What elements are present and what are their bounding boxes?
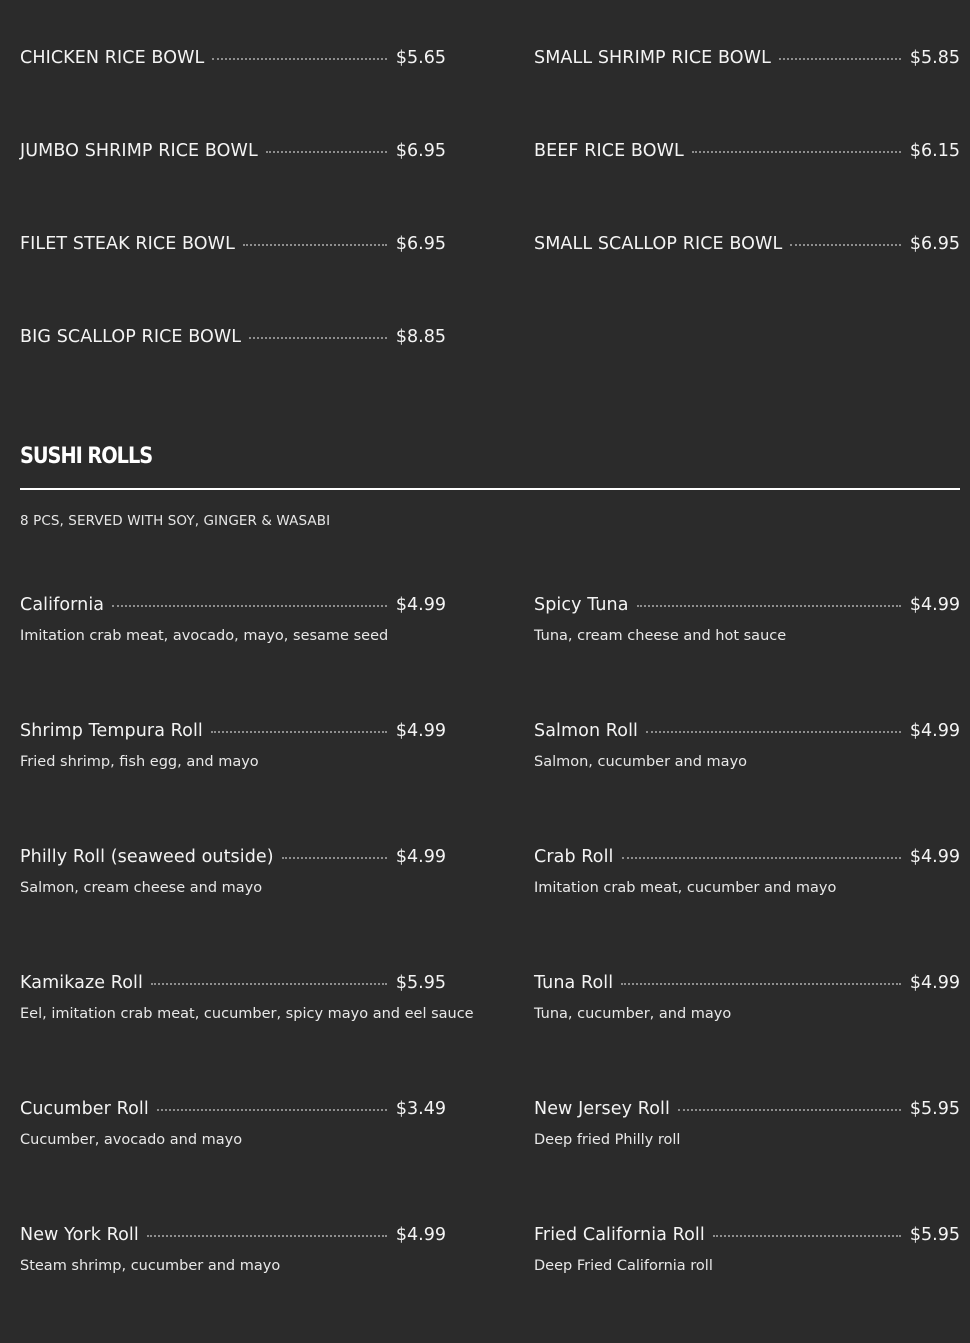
item-description: Steam shrimp, cucumber and mayo [20, 1258, 281, 1274]
menu-item [20, 719, 446, 770]
dotted-leader [646, 731, 901, 733]
dotted-leader [637, 605, 901, 607]
item-name: Tuna Roll [534, 973, 614, 993]
item-price: $5.95 [909, 1225, 960, 1245]
item-name: BEEF RICE BOWL [534, 141, 684, 161]
item-description: Tuna, cucumber, and mayo [534, 1006, 732, 1022]
item-description: Deep fried Philly roll [534, 1132, 681, 1148]
dotted-leader [112, 605, 387, 607]
section-divider [20, 488, 960, 490]
item-price: $6.15 [909, 141, 960, 161]
item-name: Crab Roll [534, 847, 614, 867]
item-name: California [20, 595, 105, 615]
section-title: SUSHI ROLLS [20, 444, 153, 469]
item-price: $5.95 [395, 973, 446, 993]
dotted-leader [212, 58, 387, 60]
item-price: $6.95 [395, 234, 446, 254]
section-note: 8 PCS, SERVED WITH SOY, GINGER & WASABI [20, 513, 331, 529]
item-name: CHICKEN RICE BOWL [20, 48, 205, 68]
item-price: $4.99 [395, 847, 446, 867]
menu-item [20, 46, 446, 70]
dotted-leader [157, 1109, 387, 1111]
menu-item [534, 46, 960, 70]
item-price: $4.99 [395, 595, 446, 615]
menu-item [20, 232, 446, 256]
dotted-leader [243, 244, 387, 246]
item-price: $4.99 [395, 1225, 446, 1245]
menu-item [20, 1097, 446, 1148]
item-description: Cucumber, avocado and mayo [20, 1132, 243, 1148]
item-name: Kamikaze Roll [20, 973, 143, 993]
item-name: SMALL SHRIMP RICE BOWL [534, 48, 771, 68]
item-description: Fried shrimp, fish egg, and mayo [20, 754, 259, 770]
item-name: BIG SCALLOP RICE BOWL [20, 327, 242, 347]
dotted-leader [249, 337, 387, 339]
menu-item [20, 325, 446, 349]
item-description: Imitation crab meat, avocado, mayo, sesame seed [20, 628, 389, 644]
item-price: $4.99 [909, 595, 960, 615]
menu-item [20, 1223, 446, 1274]
menu-item [534, 139, 960, 163]
item-name: Spicy Tuna [534, 595, 629, 615]
item-name: New York Roll [20, 1225, 139, 1245]
menu-item [20, 593, 446, 644]
menu-item [20, 139, 446, 163]
menu-item [534, 719, 960, 770]
dotted-leader [779, 58, 901, 60]
item-price: $3.49 [395, 1099, 446, 1119]
menu-item [20, 845, 446, 896]
dotted-leader [621, 983, 901, 985]
item-name: JUMBO SHRIMP RICE BOWL [20, 141, 258, 161]
menu-item [534, 232, 960, 256]
menu-item [534, 593, 960, 644]
dotted-leader [282, 857, 387, 859]
item-price: $6.95 [395, 141, 446, 161]
menu-item [534, 1223, 960, 1274]
menu-item [534, 1097, 960, 1148]
item-name: Cucumber Roll [20, 1099, 149, 1119]
item-description: Eel, imitation crab meat, cucumber, spicy mayo and eel sauce [20, 1006, 474, 1022]
item-price: $4.99 [909, 721, 960, 741]
dotted-leader [678, 1109, 901, 1111]
item-price: $6.95 [909, 234, 960, 254]
item-name: New Jersey Roll [534, 1099, 670, 1119]
item-price: $5.65 [395, 48, 446, 68]
item-price: $5.85 [909, 48, 960, 68]
item-description: Imitation crab meat, cucumber and mayo [534, 880, 837, 896]
dotted-leader [151, 983, 387, 985]
item-description: Salmon, cream cheese and mayo [20, 880, 263, 896]
dotted-leader [211, 731, 387, 733]
item-name: Philly Roll (seaweed outside) [20, 847, 274, 867]
item-price: $4.99 [909, 973, 960, 993]
dotted-leader [692, 151, 901, 153]
item-description: Deep Fried California roll [534, 1258, 713, 1274]
item-name: FILET STEAK RICE BOWL [20, 234, 235, 254]
menu-item [534, 971, 960, 1022]
item-description: Tuna, cream cheese and hot sauce [534, 628, 787, 644]
item-price: $8.85 [395, 327, 446, 347]
item-description: Salmon, cucumber and mayo [534, 754, 748, 770]
item-name: Salmon Roll [534, 721, 639, 741]
menu-item [20, 971, 474, 1022]
item-price: $4.99 [395, 721, 446, 741]
item-name: Shrimp Tempura Roll [20, 721, 203, 741]
menu-item [534, 845, 960, 896]
dotted-leader [266, 151, 387, 153]
dotted-leader [713, 1235, 901, 1237]
item-price: $5.95 [909, 1099, 960, 1119]
item-price: $4.99 [909, 847, 960, 867]
dotted-leader [622, 857, 901, 859]
dotted-leader [147, 1235, 387, 1237]
item-name: Fried California Roll [534, 1225, 705, 1245]
item-name: SMALL SCALLOP RICE BOWL [534, 234, 783, 254]
dotted-leader [790, 244, 901, 246]
